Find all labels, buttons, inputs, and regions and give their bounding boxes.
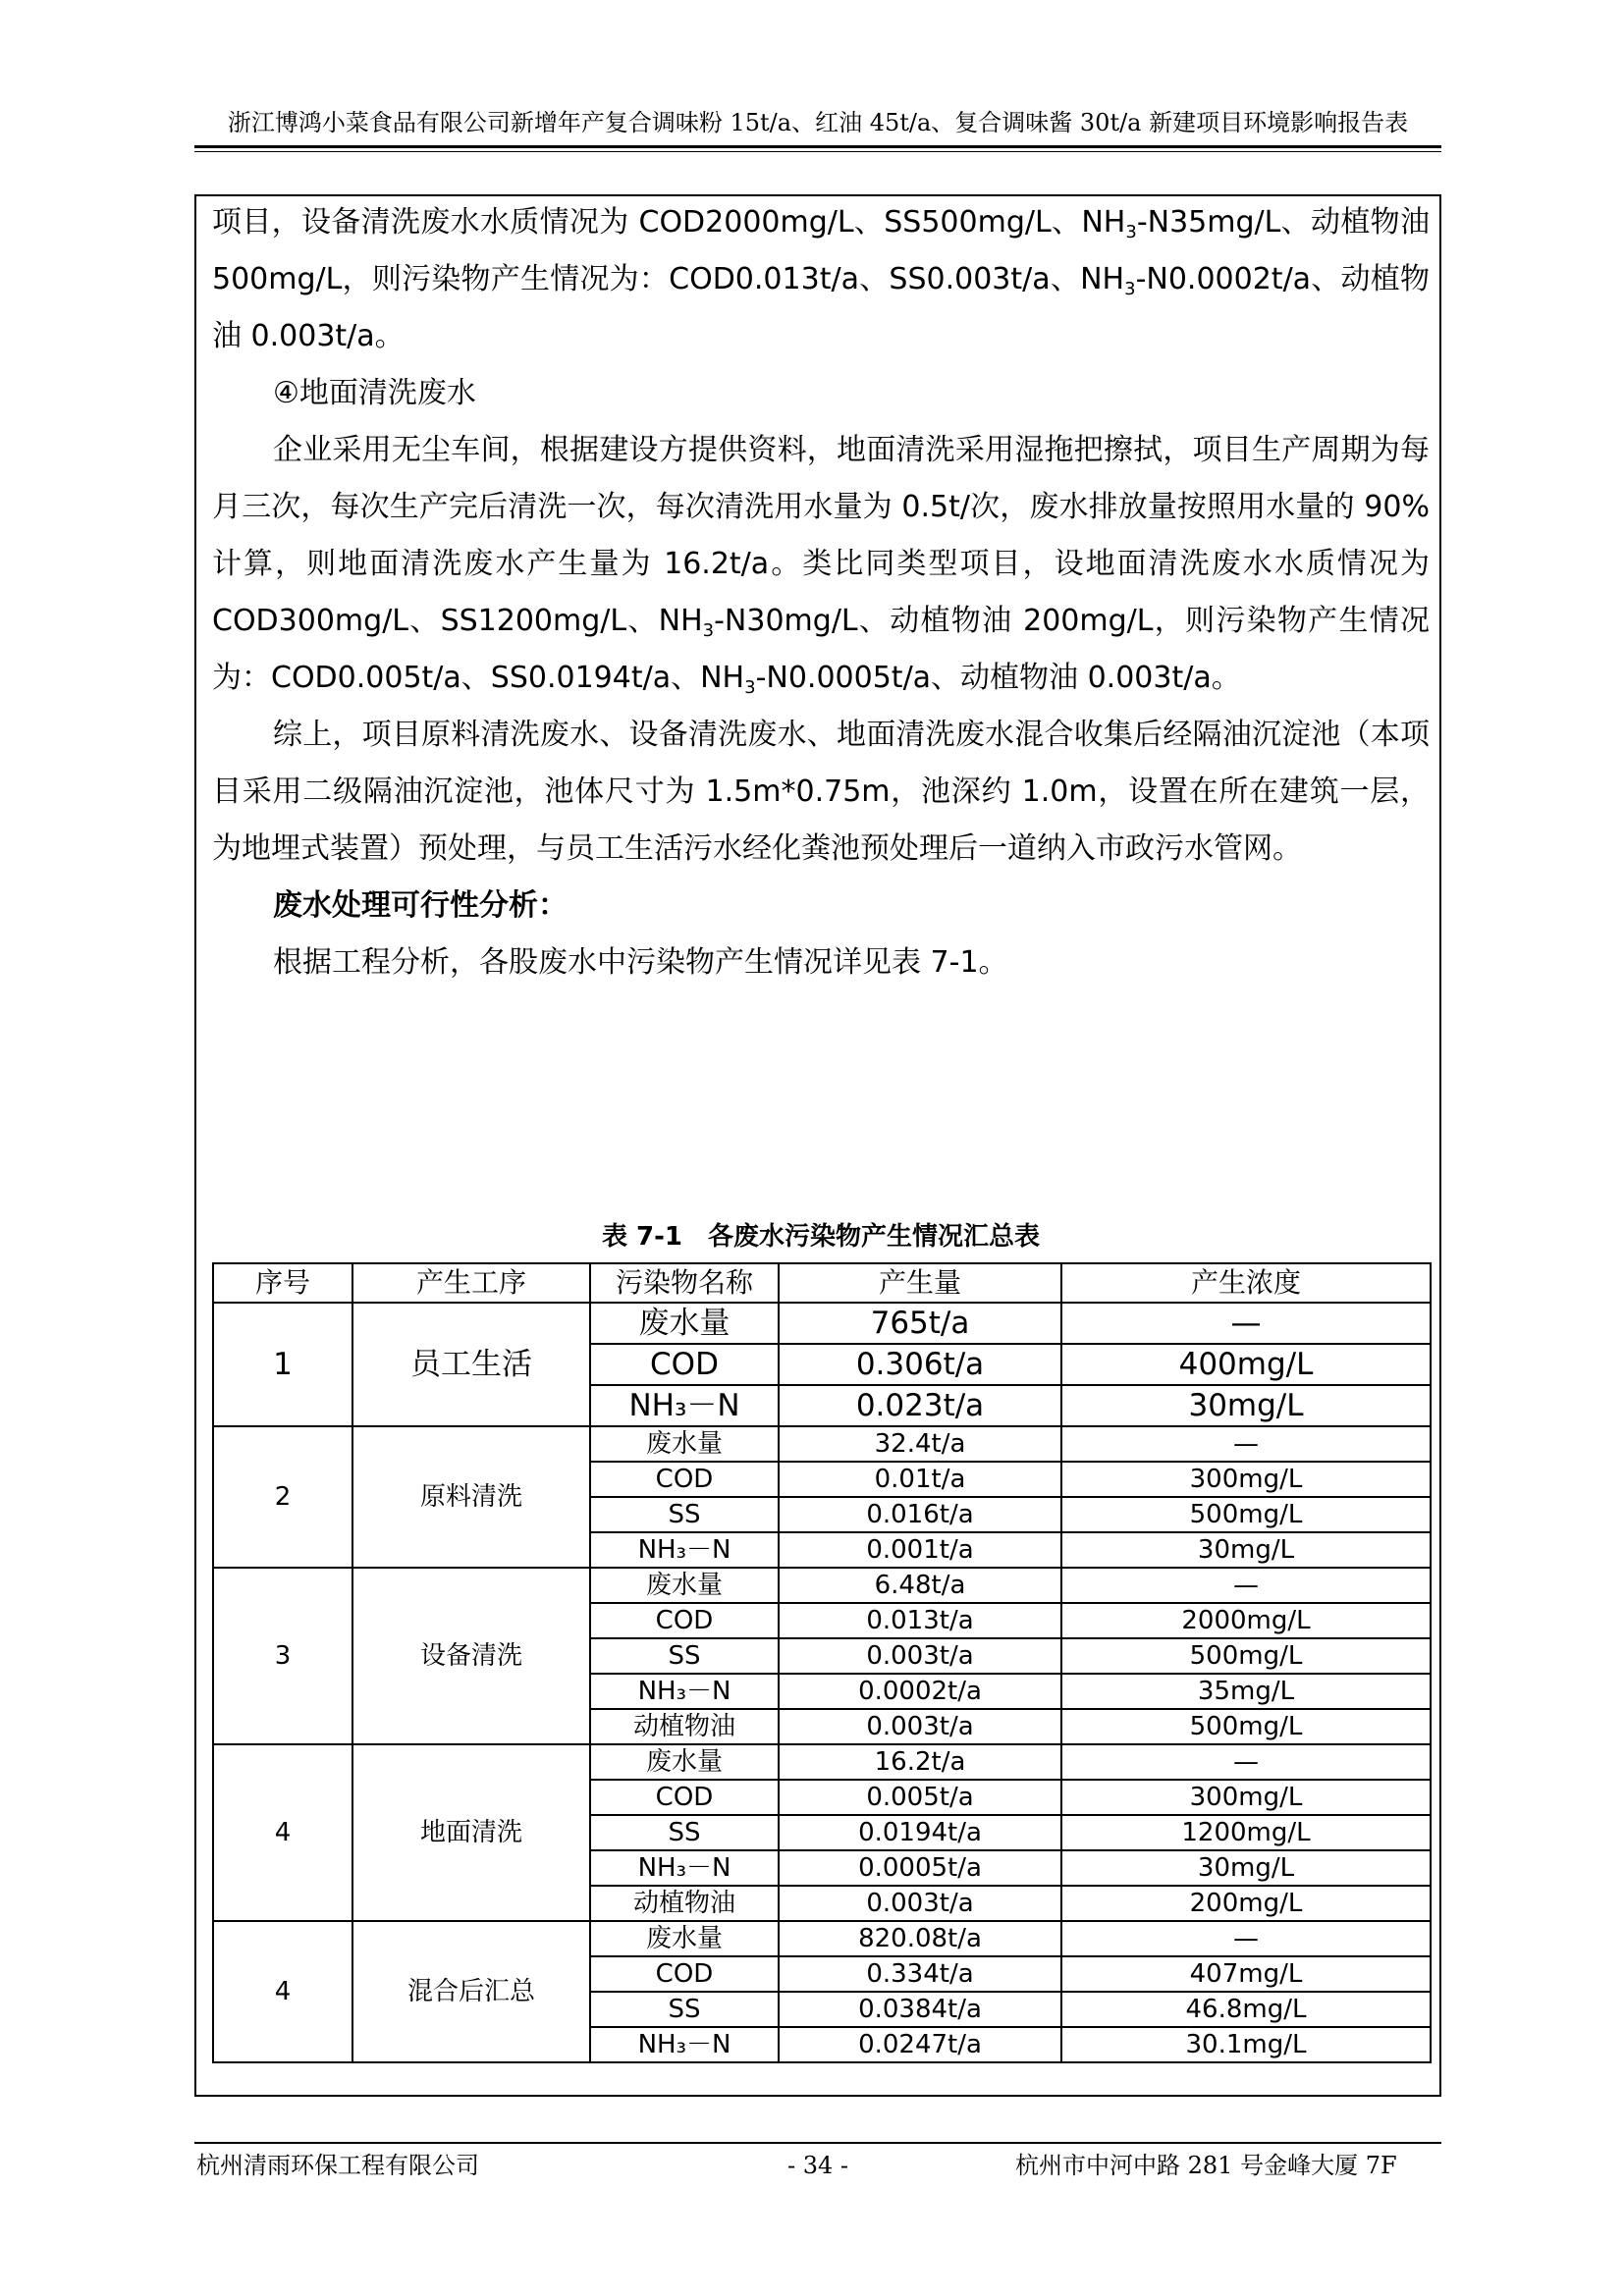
header-rule-thin xyxy=(194,151,1441,152)
body-text xyxy=(212,194,1430,991)
cell-concentration: — xyxy=(1061,1426,1431,1462)
cell-amount: 0.0194t/a xyxy=(779,1815,1061,1850)
text-run: 企业采用无尘车间，根据建设方提供资料，地面清洗采用湿拖把擦拭，项目生产周期为每月三次，每次生产完后清洗一次，每次清洗用水量为 0.5t/次，废水排放量按照用水量的 90%计算，则地面清洗废水产生量为 16.2t/a。类比同类型项目，设地面清洗废水水质情况为 COD300mg/L、SS1200mg/L、NH xyxy=(212,433,1430,638)
cell-amount: 0.0384t/a xyxy=(779,1992,1061,2027)
subscript: 3 xyxy=(1124,279,1136,299)
cell-concentration: — xyxy=(1061,1303,1431,1344)
header-process: 产生工序 xyxy=(352,1263,590,1303)
cell-concentration: 200mg/L xyxy=(1061,1886,1431,1921)
cell-amount: 0.013t/a xyxy=(779,1603,1061,1638)
cell-amount: 0.005t/a xyxy=(779,1780,1061,1815)
pollutant-table xyxy=(212,1262,1432,2063)
cell-amount: 0.0002t/a xyxy=(779,1674,1061,1709)
cell-amount: 765t/a xyxy=(779,1303,1061,1344)
cell-pollutant: 废水量 xyxy=(590,1303,779,1344)
cell-amount: 0.001t/a xyxy=(779,1532,1061,1568)
cell-process: 设备清洗 xyxy=(352,1568,590,1744)
cell-pollutant: COD xyxy=(590,1603,779,1638)
paragraph-floor-wastewater xyxy=(212,422,1430,707)
cell-pollutant: 废水量 xyxy=(590,1921,779,1956)
cell-concentration: 500mg/L xyxy=(1061,1709,1431,1744)
footer-page-number: - 34 - xyxy=(786,2152,848,2179)
text-run: 项目，设备清洗废水水质情况为 COD2000mg/L、SS500mg/L、NH xyxy=(212,205,1126,240)
cell-pollutant: NH₃－N xyxy=(590,1532,779,1568)
header-concentration: 产生浓度 xyxy=(1061,1263,1431,1303)
footer-rule xyxy=(194,2142,1441,2144)
cell-pollutant: NH₃－N xyxy=(590,1674,779,1709)
cell-pollutant: 动植物油 xyxy=(590,1886,779,1921)
paragraph-equipment-wastewater xyxy=(212,194,1430,365)
cell-pollutant: COD xyxy=(590,1780,779,1815)
cell-amount: 0.306t/a xyxy=(779,1344,1061,1385)
cell-amount: 16.2t/a xyxy=(779,1744,1061,1780)
header-no: 序号 xyxy=(213,1263,352,1303)
cell-concentration: 300mg/L xyxy=(1061,1462,1431,1497)
cell-pollutant: NH₃－N xyxy=(590,1850,779,1886)
paragraph-summary: 综上，项目原料清洗废水、设备清洗废水、地面清洗废水混合收集后经隔油沉淀池（本项目采用二级隔油沉淀池，池体尺寸为 1.5m*0.75m，池深约 1.0m，设置在所在建筑一层，为地埋式装置）预处理，与员工生活污水经化粪池预处理后一道纳入市政污水管网。 xyxy=(212,718,1430,866)
cell-pollutant: COD xyxy=(590,1462,779,1497)
footer-company: 杭州清雨环保工程有限公司 xyxy=(196,2152,479,2179)
cell-amount: 0.016t/a xyxy=(779,1497,1061,1532)
cell-amount: 820.08t/a xyxy=(779,1921,1061,1956)
cell-concentration: 500mg/L xyxy=(1061,1497,1431,1532)
header-amount: 产生量 xyxy=(779,1263,1061,1303)
cell-pollutant: NH₃－N xyxy=(590,2027,779,2062)
cell-amount: 0.0247t/a xyxy=(779,2027,1061,2062)
table-row xyxy=(213,1921,1431,1956)
cell-pollutant: 废水量 xyxy=(590,1426,779,1462)
cell-no: 1 xyxy=(213,1303,352,1426)
cell-pollutant: 废水量 xyxy=(590,1568,779,1603)
table-body xyxy=(213,1303,1431,2062)
header-pollutant: 污染物名称 xyxy=(590,1263,779,1303)
heading-floor-wastewater: ④地面清洗废水 xyxy=(273,376,476,410)
table-row xyxy=(213,1568,1431,1603)
cell-no: 4 xyxy=(213,1744,352,1921)
text-run: -N30mg/L、动植物油 200mg/L，则污染物产生情况为：COD0.005t/a、SS0.0194t/a、NH xyxy=(212,604,1430,695)
cell-process: 混合后汇总 xyxy=(352,1921,590,2062)
cell-no: 2 xyxy=(213,1426,352,1568)
table-header-row xyxy=(213,1263,1431,1303)
subscript: 3 xyxy=(702,620,715,641)
table-row xyxy=(213,1303,1431,1344)
cell-concentration: — xyxy=(1061,1568,1431,1603)
cell-pollutant: 动植物油 xyxy=(590,1709,779,1744)
cell-concentration: 300mg/L xyxy=(1061,1780,1431,1815)
subscript: 3 xyxy=(1125,222,1137,242)
cell-process: 员工生活 xyxy=(352,1303,590,1426)
cell-concentration: 2000mg/L xyxy=(1061,1603,1431,1638)
cell-amount: 0.0005t/a xyxy=(779,1850,1061,1886)
table-title: 表 7-1 各废水污染物产生情况汇总表 xyxy=(601,1222,1041,1252)
cell-concentration: 30.1mg/L xyxy=(1061,2027,1431,2062)
cell-concentration: 407mg/L xyxy=(1061,1956,1431,1992)
cell-amount: 0.01t/a xyxy=(779,1462,1061,1497)
subscript: 3 xyxy=(744,677,756,698)
cell-concentration: — xyxy=(1061,1921,1431,1956)
cell-process: 地面清洗 xyxy=(352,1744,590,1921)
cell-concentration: 400mg/L xyxy=(1061,1344,1431,1385)
cell-pollutant: SS xyxy=(590,1638,779,1674)
cell-concentration: 30mg/L xyxy=(1061,1532,1431,1568)
cell-pollutant: COD xyxy=(590,1956,779,1992)
cell-concentration: — xyxy=(1061,1744,1431,1780)
paragraph-table-reference: 根据工程分析，各股废水中污染物产生情况详见表 7-1。 xyxy=(273,945,1008,980)
cell-amount: 0.003t/a xyxy=(779,1638,1061,1674)
cell-amount: 0.334t/a xyxy=(779,1956,1061,1992)
table-row xyxy=(213,1744,1431,1780)
table-row xyxy=(213,1426,1431,1462)
cell-pollutant: SS xyxy=(590,1815,779,1850)
cell-concentration: 30mg/L xyxy=(1061,1385,1431,1426)
cell-pollutant: SS xyxy=(590,1992,779,2027)
text-run: -N0.0002t/a、动植物油 0.003t/a。 xyxy=(212,262,1430,353)
heading-feasibility: 废水处理可行性分析： xyxy=(273,888,568,923)
footer-address: 杭州市中河中路 281 号金峰大厦 7F xyxy=(1015,2152,1397,2179)
cell-concentration: 35mg/L xyxy=(1061,1674,1431,1709)
cell-amount: 32.4t/a xyxy=(779,1426,1061,1462)
cell-process: 原料清洗 xyxy=(352,1426,590,1568)
page-header-title: 浙江博鸿小菜食品有限公司新增年产复合调味粉 15t/a、红油 45t/a、复合调味酱 30t/a 新建项目环境影响报告表 xyxy=(227,109,1409,136)
cell-amount: 6.48t/a xyxy=(779,1568,1061,1603)
cell-pollutant: 废水量 xyxy=(590,1744,779,1780)
cell-concentration: 500mg/L xyxy=(1061,1638,1431,1674)
text-run: -N35mg/L、动植物油 500mg/L，则污染物产生情况为：COD0.013t/a、SS0.003t/a、NH xyxy=(212,205,1430,296)
cell-amount: 0.023t/a xyxy=(779,1385,1061,1426)
cell-no: 3 xyxy=(213,1568,352,1744)
cell-concentration: 46.8mg/L xyxy=(1061,1992,1431,2027)
cell-concentration: 1200mg/L xyxy=(1061,1815,1431,1850)
header-rule-thick xyxy=(194,145,1441,148)
cell-pollutant: NH₃－N xyxy=(590,1385,779,1426)
cell-concentration: 30mg/L xyxy=(1061,1850,1431,1886)
cell-pollutant: SS xyxy=(590,1497,779,1532)
cell-amount: 0.003t/a xyxy=(779,1886,1061,1921)
cell-no: 4 xyxy=(213,1921,352,2062)
text-run: -N0.0005t/a、动植物油 0.003t/a。 xyxy=(755,661,1241,695)
cell-amount: 0.003t/a xyxy=(779,1709,1061,1744)
cell-pollutant: COD xyxy=(590,1344,779,1385)
